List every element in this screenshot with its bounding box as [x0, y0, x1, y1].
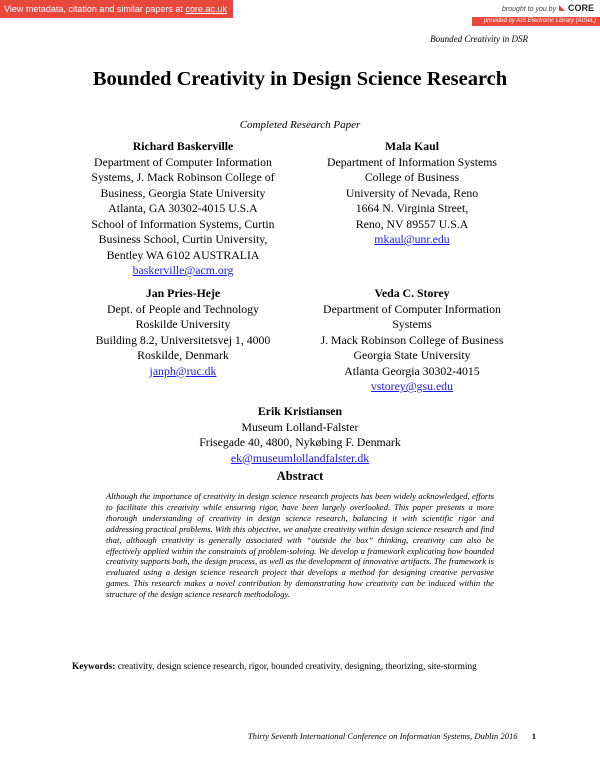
page-footer — [248, 731, 536, 741]
core-metadata-link[interactable] — [0, 0, 233, 18]
affiliation-line: Bentley WA 6102 AUSTRALIA — [106, 247, 260, 262]
keywords — [72, 661, 528, 673]
affiliation-line: 1664 N. Virginia Street, — [355, 201, 469, 215]
author-block — [300, 286, 524, 395]
affiliation-line: Frisegade 40, 4800, Nykøbing F. Denmark — [199, 435, 401, 449]
affiliation-line: Systems — [392, 317, 432, 331]
keywords-label: Keywords: — [72, 662, 116, 672]
core-logo-icon — [558, 6, 568, 13]
affiliation-line: Georgia State University — [353, 348, 471, 362]
core-link-text: View metadata, citation and similar papers at — [4, 4, 186, 14]
author-block — [100, 404, 500, 466]
abstract-heading: Abstract — [276, 469, 324, 483]
affiliation-line: Museum Lolland-Falster — [241, 419, 359, 434]
core-provided-by[interactable]: provided by AIS Electronic Library (AISeL) — [472, 17, 600, 26]
affiliation-line: School of Information Systems, Curtin — [91, 216, 275, 231]
affiliation-line: Atlanta, GA 30302-4015 U.S.A — [108, 201, 258, 215]
affiliation-line: Business, Georgia State University — [100, 185, 266, 200]
author-email-link[interactable]: baskerville@acm.org — [132, 263, 234, 277]
affiliation-line: J. Mack Robinson College of Business — [320, 332, 504, 347]
footer-conference: Thirty Seventh International Conference on Information Systems, Dublin 2016 — [247, 731, 518, 741]
page-number: 1 — [531, 731, 536, 741]
core-banner — [0, 0, 600, 26]
affiliation-line: Department of Computer Information — [94, 154, 272, 169]
core-link-domain[interactable]: core.ac.uk — [185, 4, 227, 14]
author-name: Erik Kristiansen — [257, 404, 343, 418]
affiliation-line: Roskilde University — [135, 317, 231, 331]
affiliation-line: Reno, NV 89557 U.S.A — [355, 216, 469, 231]
core-brought-by[interactable] — [502, 3, 594, 13]
author-block — [68, 286, 298, 379]
author-block — [68, 139, 298, 279]
core-logo: CORE — [567, 3, 594, 13]
author-name: Veda C. Storey — [374, 286, 450, 300]
paper-subtitle: Completed Research Paper — [239, 119, 361, 131]
author-name: Jan Pries-Heje — [145, 286, 221, 300]
author-name: Richard Baskerville — [132, 139, 234, 153]
paper-title: Bounded Creativity in Design Science Research — [92, 68, 508, 90]
author-block — [300, 139, 524, 248]
author-email-link[interactable]: mkaul@unr.edu — [374, 232, 450, 246]
abstract-text: Although the importance of creativity in design science research projects has been widely acknowledged, efforts to facilitate this creativity while ensuring rigor, have been largely overlooked. This paper presents a more thorough understanding of creativity in design science research, balancing it with scientific rigor and addressing practical problems. With this objective, we analyze creativity within design science research and find that, although creativity is generally associated with “outside the box” thinking, creativity can also be effectively applied within the constraints of problem-solving. We develop a framework explicating how bounded creativity supports both, the design process, as well as the development of innovative artifacts. The framework is evaluated using a design science research project that develops a method for designing creative pervasive games. This research makes a novel contribution by demonstrating how creativity can be induced within the structure of the design science research methodology. — [106, 491, 494, 600]
affiliation-line: Business School, Curtin University, — [98, 232, 268, 246]
affiliation-line: Department of Information Systems — [326, 154, 498, 169]
brought-by-text: brought to you by — [501, 6, 557, 13]
author-email-link[interactable]: janph@ruc.dk — [149, 363, 217, 378]
keywords-text: creativity, design science research, rigor, bounded creativity, designing, theorizing, site-storming — [115, 662, 477, 672]
author-email-link[interactable]: ek@museumlollandfalster.dk — [230, 450, 370, 465]
affiliation-line: University of Nevada, Reno — [345, 185, 479, 200]
affiliation-line: Systems, J. Mack Robinson College of — [91, 170, 275, 184]
affiliation-line: College of Business — [364, 170, 460, 184]
affiliation-line: Department of Computer Information — [323, 301, 501, 316]
affiliation-line: Roskilde, Denmark — [137, 348, 229, 362]
affiliation-line: Building 8.2, Universitetsvej 1, 4000 — [95, 332, 271, 347]
affiliation-line: Atlanta Georgia 30302-4015 — [344, 363, 480, 378]
running-head: Bounded Creativity in DSR — [430, 34, 528, 44]
author-name: Mala Kaul — [384, 139, 440, 153]
author-email-link[interactable]: vstorey@gsu.edu — [371, 379, 453, 393]
affiliation-line: Dept. of People and Technology — [107, 301, 259, 316]
